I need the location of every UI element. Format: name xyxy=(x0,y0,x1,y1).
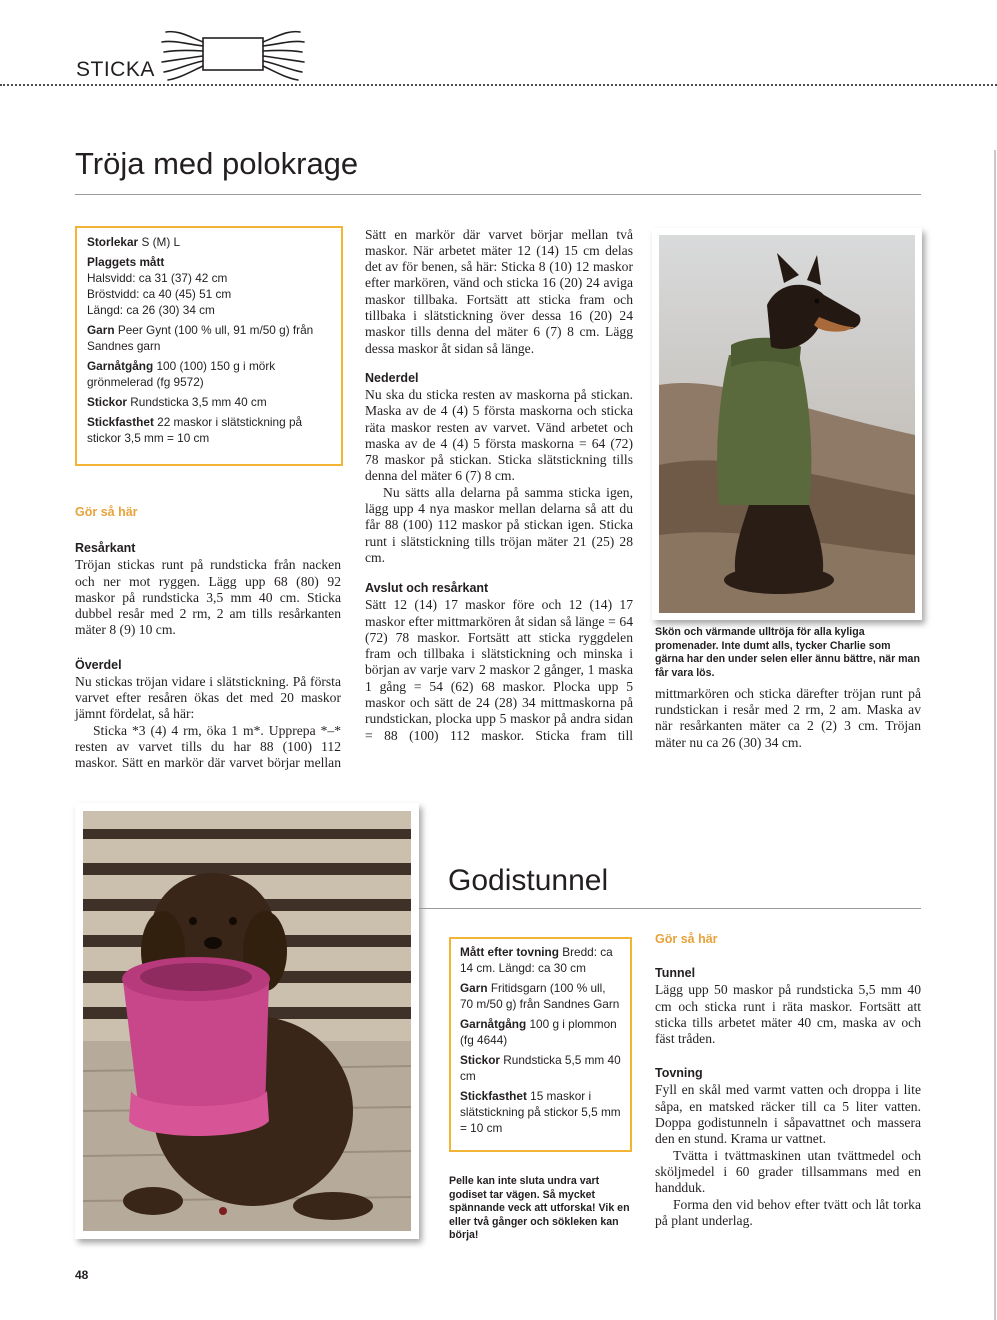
column-2 xyxy=(365,227,633,744)
upper-part-heading: Överdel xyxy=(75,657,122,672)
chest-width: Bröstvidd: ca 40 (45) 51 cm xyxy=(87,287,232,301)
photo-dog-sweater-frame xyxy=(652,228,922,620)
photo-puppy-tunnel xyxy=(83,811,411,1231)
yarn-amount-2-value: 100 g i plommon (fg 4644) xyxy=(460,1017,617,1047)
header-dotted-rule xyxy=(0,84,997,86)
photo-puppy-tunnel-caption: Pelle kan inte sluta undra vart godiset tar vägen. Så mycket spännande veck att utforska! Vik en eller två gånger och sökleken kan börja! xyxy=(449,1175,630,1241)
needles-label: Stickor xyxy=(87,395,127,409)
gauge-2-label: Stickfasthet xyxy=(460,1089,527,1103)
instructions-2-heading: Gör så här xyxy=(655,932,718,946)
page-number: 48 xyxy=(75,1268,89,1282)
yarn-value: Peer Gynt (100 % ull, 91 m/50 g) från Sandnes garn xyxy=(87,323,314,353)
yarn-2-value: Fritidsgarn (100 % ull, 70 m/50 g) från Sandnes Garn xyxy=(460,981,620,1011)
size-after-felting-value: Bredd: ca 14 cm. Längd: ca 30 cm xyxy=(460,945,613,975)
title-2-rule xyxy=(419,908,921,909)
yarn-amount-value: 100 (100) 150 g i mörk grönmelerad (fg 9572) xyxy=(87,359,276,389)
finishing-continued xyxy=(655,686,921,768)
photo-dog-sweater-caption: Skön och värmande ulltröja för alla kyliga promenader. Inte dumt alls, tycker Charlie som gärna har den under selen eller ännu bättre, när man får vara lös. xyxy=(655,626,920,679)
upper-part-continued-text: Sätt en markör där varvet börjar mellan två maskor. När arbetet mäter 12 (14) 15 cm delas det av för benen, så här: Sticka 8 (10) 12 maskor efter markören, vänd och sticka 16 (20) 24 aviga maskor tillbaka. Fortsätt att sticka fram och tillbaka i slätstickning över dessa 16 (20) 24 maskor tills denna del mäter 6 (7) 8 cm. Lägg dessa maskor åt sidan så länge. xyxy=(365,227,633,356)
size-after-felting-label: Mått efter tovning xyxy=(460,945,559,959)
finishing-continued-text: mittmarkören och sticka därefter tröjan runt på rundstickan i resår med 2 rm, 2 am. Maska av när resårkanten mäter ca 2 (2) 3 cm. Tröjan mäter nu ca 26 (30) 34 cm. xyxy=(655,686,921,750)
yarn-amount-label: Garnåtgång xyxy=(87,359,154,373)
felting-text-2: Tvätta i tvättmaskinen utan tvättmedel och sköljmedel i 60 grader tillsammans med en handduk. xyxy=(655,1147,921,1196)
felting-heading: Tovning xyxy=(655,1066,703,1081)
upper-part-text-1: Nu stickas tröjan vidare i slätstickning. På första varvet efter resåren ökas det med 20 maskor jämnt fördelat, så här: xyxy=(75,673,341,722)
upper-part-continued xyxy=(365,227,633,358)
tunnel-heading: Tunnel xyxy=(655,966,696,981)
column-3 xyxy=(655,686,921,768)
article-title: Tröja med polokrage xyxy=(75,146,359,181)
instructions-heading: Gör så här xyxy=(75,505,138,519)
needles-2-label: Stickor xyxy=(460,1053,500,1067)
yarn-amount-2-label: Garnåtgång xyxy=(460,1017,527,1031)
title-rule xyxy=(75,194,921,195)
section-label: STICKA xyxy=(76,58,155,81)
tunnel-text: Lägg upp 50 maskor på rundsticka 5,5 mm 40 cm och sticka runt i räta maskor. Fortsätt att sticka tills arbetet mäter 40 cm, maska av och fäst tråden. xyxy=(655,982,921,1047)
yarn-2-label: Garn xyxy=(460,981,488,995)
tunnel-instructions xyxy=(655,931,921,1229)
felting-text-3: Forma den vid behov efter tvätt och låt torka på plant underlag. xyxy=(655,1196,921,1228)
gauge-2-value: 15 maskor i slätstickning på stickor 5,5 mm = 10 cm xyxy=(460,1089,621,1135)
column-1 xyxy=(75,504,341,771)
neck-width: Halsvidd: ca 31 (37) 42 cm xyxy=(87,271,228,285)
lower-part-text-2: Nu sätts alla delarna på samma sticka igen, lägg upp 4 nya maskor mellan delarna så att du får 88 (100) 112 maskor på stickan igen. Sticka runt i slätstickning tills tröjan mäter 21 (25) 28 cm. xyxy=(365,484,633,565)
lower-part-heading: Nederdel xyxy=(365,371,419,385)
tunnel-info-box xyxy=(449,937,632,1152)
felting-text-1: Fyll en skål med varmt vatten och droppa i lite såpa, en matsked räcker till ca 5 liter vatten. Doppa godistunneln i såpavattnet och massera den en stund. Krama ur vattnet. xyxy=(655,1082,921,1147)
gauge-value: 22 maskor i slätstickning på stickor 3,5 mm = 10 cm xyxy=(87,415,303,445)
ribbing-heading: Resårkant xyxy=(75,541,136,556)
storlekar-label: Storlekar xyxy=(87,235,139,249)
finishing-heading: Avslut och resårkant xyxy=(365,581,489,596)
photo-dog-sweater xyxy=(659,235,915,613)
length: Längd: ca 26 (30) 34 cm xyxy=(87,303,215,317)
photo-puppy-tunnel-frame xyxy=(75,803,419,1239)
lower-part-text-1: Nu ska du sticka resten av maskorna på stickan. Maska av de 4 (4) 5 första maskorna och sticka räta maskor resten av varvet. Vänd arbetet och maska av de 4 (4) 5 första maskorna = 64 (72) 78 maskor på stickan. Sticka slätstickning tills denna del mäter 6 (7) 8 cm. xyxy=(365,387,633,484)
upper-part-text-2: Sticka *3 (4) 4 rm, öka 1 m*. Upprepa *–* resten av varvet tills du har 88 (100) 112 maskor. Sätt en markör där varvet börjar mellan xyxy=(75,722,341,771)
article-2-title: Godistunnel xyxy=(448,864,609,897)
needles-2-value: Rundsticka 5,5 mm 40 cm xyxy=(460,1053,621,1083)
yarn-label: Garn xyxy=(87,323,115,337)
yarn-skein-icon xyxy=(158,26,308,86)
gauge-label: Stickfasthet xyxy=(87,415,154,429)
storlekar-value: S (M) L xyxy=(141,235,181,249)
pattern-info-box xyxy=(75,226,343,466)
needles-value: Rundsticka 3,5 mm 40 cm xyxy=(130,395,267,409)
right-edge-rule xyxy=(994,150,996,1320)
finishing-text: Sätt 12 (14) 17 maskor före och 12 (14) 17 maskor efter mittmarkören åt sidan så länge = 64 (72) 78 maskor. Fortsätt att sticka ryggdelen fram och tillbaka i slätstickning och minska i början av varje varv 2 maskor 2 gånger, 1 maska 1 gång = 54 (62) 68 maskor. Plocka upp 5 maskor och sätt de 24 (28) 34 mittmaskorna på rundstickan, plocka upp 5 maskor på andra sidan = 88 (100) 112 maskor. Sticka fram till xyxy=(365,597,633,743)
ribbing-text: Tröjan stickas runt på rundsticka från nacken och ner mot ryggen. Lägg upp 68 (80) 92 maskor på rundsticka 3,5 mm 40 cm. Sticka dubbel resår med 2 rm, 2 am tills resårkanten mäter 8 (9) 10 cm. xyxy=(75,557,341,638)
measurements-label: Plaggets mått xyxy=(87,255,165,269)
